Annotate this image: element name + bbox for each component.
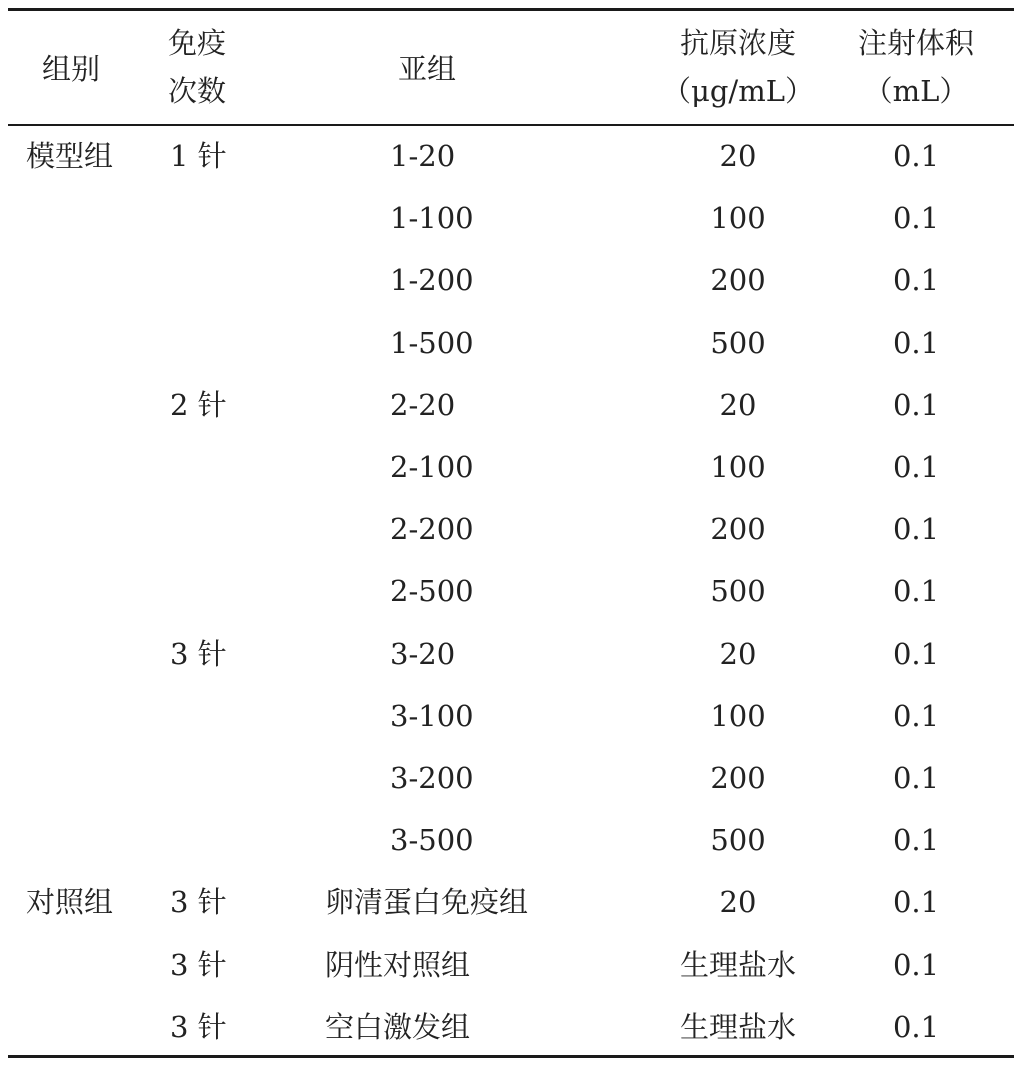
cell-concentration: 500 [710, 326, 766, 360]
cell-concentration: 500 [710, 823, 766, 857]
cell-concentration: 200 [710, 512, 766, 546]
cell-concentration: 生理盐水 [679, 948, 796, 982]
cell-volume: 0.1 [892, 699, 940, 733]
cell-concentration: 200 [710, 263, 766, 297]
cell-group: 模型组 [26, 139, 114, 173]
cell-immunization-count: 3 针 [170, 1010, 227, 1044]
header-count-line2: 次数 [168, 74, 227, 108]
cell-volume: 0.1 [892, 574, 940, 608]
cell-subgroup: 3-500 [390, 823, 474, 857]
cell-subgroup: 3-20 [390, 637, 456, 671]
cell-concentration: 100 [710, 699, 766, 733]
cell-concentration: 20 [719, 139, 757, 173]
cell-concentration: 20 [719, 637, 757, 671]
cell-concentration: 500 [710, 574, 766, 608]
cell-subgroup: 空白激发组 [325, 1010, 471, 1044]
cell-volume: 0.1 [892, 263, 940, 297]
top-rule [8, 8, 1014, 11]
cell-subgroup: 2-500 [390, 574, 474, 608]
cell-subgroup: 1-100 [390, 201, 474, 235]
bottom-rule [8, 1055, 1014, 1058]
cell-concentration: 100 [710, 201, 766, 235]
cell-volume: 0.1 [892, 637, 940, 671]
cell-subgroup: 1-20 [390, 139, 456, 173]
cell-volume: 0.1 [892, 948, 940, 982]
cell-volume: 0.1 [892, 512, 940, 546]
header-concentration-line1: 抗原浓度 [679, 26, 796, 60]
cell-immunization-count: 3 针 [170, 885, 227, 919]
cell-concentration: 100 [710, 450, 766, 484]
header-volume-line2: （mL） [863, 74, 969, 108]
header-volume-line1: 注射体积 [857, 26, 974, 60]
cell-volume: 0.1 [892, 139, 940, 173]
cell-immunization-count: 3 针 [170, 637, 227, 671]
cell-subgroup: 3-100 [390, 699, 474, 733]
cell-subgroup: 卵清蛋白免疫组 [325, 885, 529, 919]
header-group: 组别 [42, 52, 101, 86]
header-concentration-line2: （μg/mL） [662, 74, 814, 108]
cell-volume: 0.1 [892, 201, 940, 235]
cell-volume: 0.1 [892, 885, 940, 919]
cell-volume: 0.1 [892, 450, 940, 484]
cell-volume: 0.1 [892, 1010, 940, 1044]
cell-subgroup: 2-100 [390, 450, 474, 484]
cell-subgroup: 2-200 [390, 512, 474, 546]
cell-volume: 0.1 [892, 761, 940, 795]
cell-concentration: 生理盐水 [679, 1010, 796, 1044]
cell-subgroup: 1-500 [390, 326, 474, 360]
cell-immunization-count: 3 针 [170, 948, 227, 982]
cell-concentration: 20 [719, 388, 757, 422]
cell-concentration: 20 [719, 885, 757, 919]
cell-subgroup: 1-200 [390, 263, 474, 297]
cell-group: 对照组 [26, 885, 114, 919]
cell-concentration: 200 [710, 761, 766, 795]
header-subgroup: 亚组 [398, 52, 457, 86]
cell-subgroup: 阴性对照组 [325, 948, 471, 982]
cell-volume: 0.1 [892, 326, 940, 360]
header-count-line1: 免疫 [168, 26, 227, 60]
cell-volume: 0.1 [892, 388, 940, 422]
cell-immunization-count: 2 针 [170, 388, 227, 422]
header-rule [8, 124, 1014, 126]
cell-immunization-count: 1 针 [170, 139, 227, 173]
cell-subgroup: 3-200 [390, 761, 474, 795]
cell-subgroup: 2-20 [390, 388, 456, 422]
cell-volume: 0.1 [892, 823, 940, 857]
